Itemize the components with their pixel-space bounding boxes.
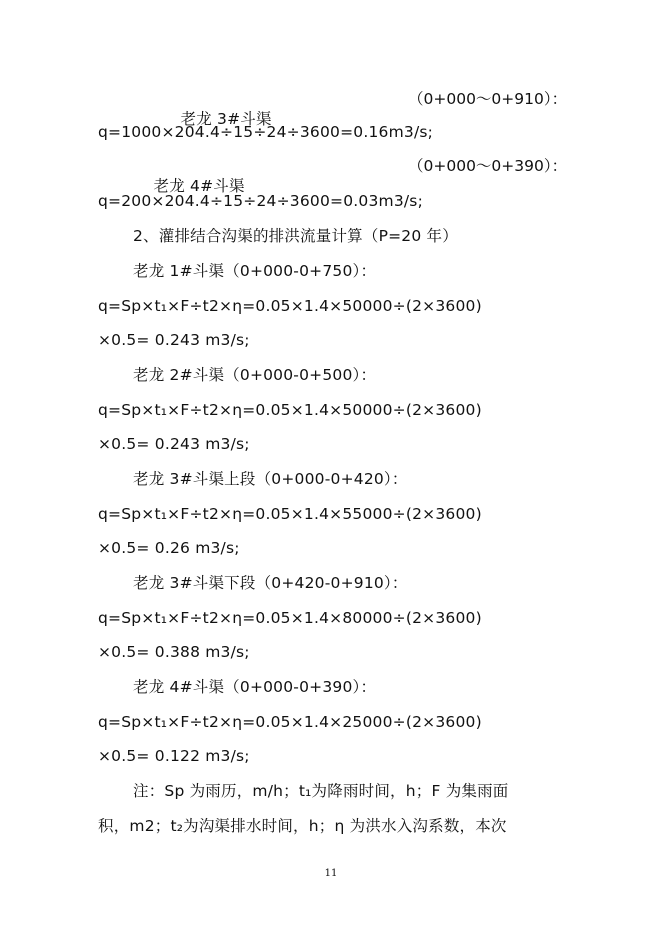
- canal-name: 老龙 4#斗渠: [153, 177, 245, 195]
- canal-range: （0+000～0+910）：: [408, 90, 568, 108]
- formula-result: ×0.5= 0.122 m3/s;: [98, 747, 250, 765]
- formula-result: ×0.5= 0.243 m3/s;: [98, 435, 250, 453]
- formula-line: q=Sp×t₁×F÷t2×η=0.05×1.4×50000÷(2×3600): [98, 401, 482, 419]
- formula-line: q=200×204.4÷15÷24÷3600=0.03m3/s;: [98, 192, 424, 210]
- formula-line: q=Sp×t₁×F÷t2×η=0.05×1.4×55000÷(2×3600): [98, 505, 482, 523]
- formula-result: ×0.5= 0.26 m3/s;: [98, 539, 240, 557]
- page-number: 11: [324, 868, 338, 879]
- formula-line: q=Sp×t₁×F÷t2×η=0.05×1.4×25000÷(2×3600): [98, 713, 482, 731]
- canal-heading: 老龙 4#斗渠（0+000-0+390）：: [133, 678, 377, 696]
- formula-result: ×0.5= 0.388 m3/s;: [98, 643, 250, 661]
- canal-heading: 老龙 2#斗渠（0+000-0+500）：: [133, 366, 377, 384]
- formula-line: q=1000×204.4÷15÷24÷3600=0.16m3/s;: [98, 123, 434, 141]
- formula-result: ×0.5= 0.243 m3/s;: [98, 331, 250, 349]
- canal-heading: 老龙 1#斗渠（0+000-0+750）：: [133, 262, 377, 280]
- note-line: 注：Sp 为雨历，m/h；t₁为降雨时间，h；F 为集雨面: [133, 782, 509, 800]
- section-heading: 2、灌排结合沟渠的排洪流量计算（P=20 年）: [133, 227, 458, 245]
- note-line-continued: 积，m2；t₂为沟渠排水时间，h；η 为洪水入沟系数，本次: [98, 817, 507, 835]
- canal-name: 老龙 3#斗渠: [180, 110, 272, 128]
- formula-line: q=Sp×t₁×F÷t2×η=0.05×1.4×50000÷(2×3600): [98, 297, 482, 315]
- canal-heading: 老龙 3#斗渠上段（0+000-0+420）：: [133, 470, 408, 488]
- canal-range: （0+000～0+390）：: [408, 157, 568, 175]
- formula-line: q=Sp×t₁×F÷t2×η=0.05×1.4×80000÷(2×3600): [98, 609, 482, 627]
- canal-heading: 老龙 3#斗渠下段（0+420-0+910）：: [133, 574, 408, 592]
